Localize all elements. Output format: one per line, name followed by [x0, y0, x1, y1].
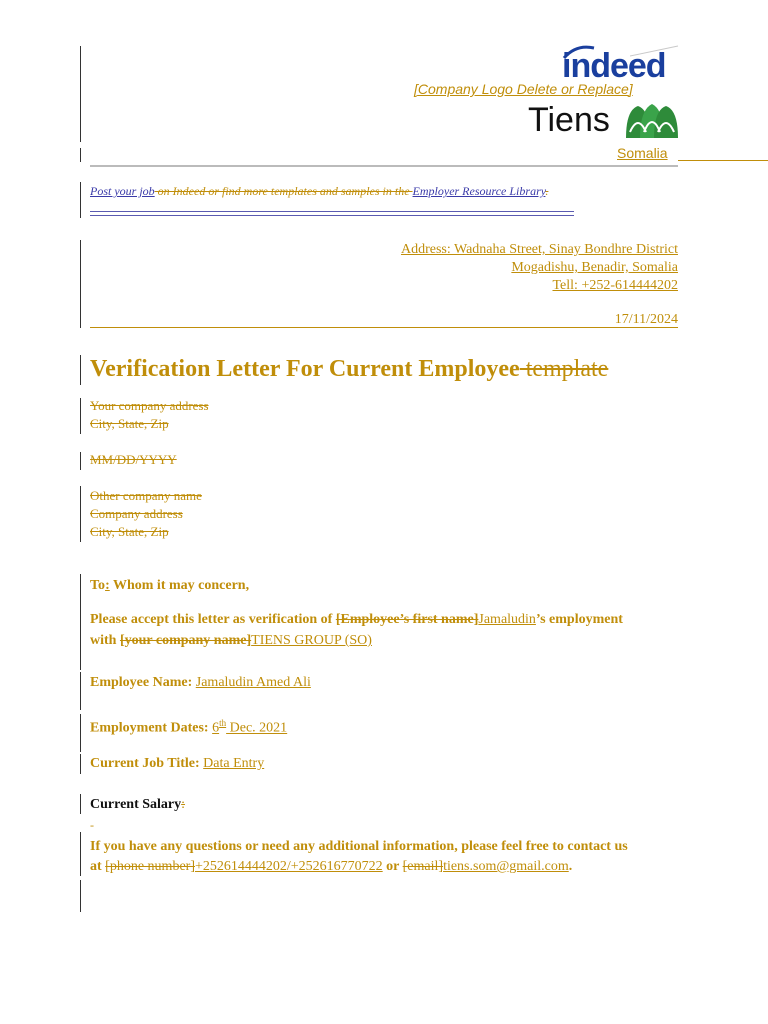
resource-text: on Indeed or find more templates and samples in the: [154, 184, 413, 198]
change-bar: [80, 880, 81, 912]
change-bar: [80, 398, 81, 434]
intro-text: Please accept this letter as verification of: [90, 612, 336, 627]
logo-placeholder: [Company Logo Delete or Replace]: [414, 81, 633, 97]
salutation: [90, 575, 249, 596]
employee-name-value: Jamaludin Amed Ali: [195, 675, 311, 690]
double-underline-bottom: [90, 215, 574, 216]
address-line-2: Mogadishu, Benadir, Somalia: [511, 260, 678, 275]
change-bar: [80, 486, 81, 542]
resource-end: .: [545, 184, 549, 198]
change-bar: [80, 46, 81, 142]
post-job-link[interactable]: Post your job: [90, 184, 155, 198]
resource-library-link[interactable]: Employer Resource Library: [412, 184, 546, 198]
salary-row: [90, 794, 185, 815]
email-placeholder: [email]: [402, 859, 444, 874]
date-placeholder: MM/DD/YYYY: [90, 452, 177, 467]
change-bar: [80, 182, 81, 218]
somalia-underline: [678, 160, 768, 161]
page-title: [90, 356, 608, 383]
recipient-line-3: City, State, Zip: [90, 524, 169, 539]
resource-line: [90, 184, 548, 199]
change-bar: [80, 148, 81, 162]
change-bar: [80, 355, 81, 385]
job-title-value: Data Entry: [203, 756, 265, 771]
change-bar: [80, 794, 81, 814]
first-name-placeholder: [Employee’s first name]: [335, 612, 479, 627]
company-name: TIENS GROUP (SO): [251, 633, 372, 648]
employee-name-row: [90, 672, 311, 693]
change-bar: [80, 574, 81, 670]
recipient-line-2: Company address: [90, 506, 183, 521]
contact-phone: +252614444202/+252616770722: [194, 859, 383, 874]
change-bar: [80, 240, 81, 328]
address-line-1: Address: Wadnaha Street, Sinay Bondhre District: [400, 242, 678, 257]
somalia-label: Somalia: [617, 145, 668, 161]
change-bar: [80, 754, 81, 774]
letter-date: 17/11/2024: [614, 312, 678, 327]
employment-month-year: Dec. 2021: [226, 720, 288, 736]
employee-name-label: Employee Name:: [90, 675, 193, 690]
employment-dates-row: [90, 713, 287, 739]
change-bar: [80, 714, 81, 752]
employment-day-suffix: th: [219, 718, 227, 728]
title-main: Verification Letter For Current Employee: [90, 356, 520, 382]
tiens-leaf-icon: [624, 102, 680, 142]
recipient-line-1: Other company name: [90, 488, 202, 503]
closing-end: .: [568, 859, 573, 874]
contact-email[interactable]: tiens.som@gmail.com: [443, 859, 569, 874]
header-divider: [90, 165, 678, 167]
change-bar: [80, 832, 81, 876]
salutation-label: To: [90, 578, 106, 593]
employee-first-name: Jamaludin: [478, 612, 536, 627]
salutation-colon: :: [105, 578, 110, 593]
company-name-placeholder: [your company name]: [119, 633, 252, 648]
title-removed: template: [519, 356, 609, 382]
address-block: [401, 241, 678, 295]
intro-line-2: [90, 630, 372, 651]
change-bar: [80, 452, 81, 470]
double-underline-top: [90, 211, 574, 212]
intro-line-1: [90, 609, 623, 630]
sender-address-line-2: City, State, Zip: [90, 416, 169, 431]
job-title-row: [90, 753, 264, 774]
sender-address-line-1: Your company address: [90, 398, 209, 413]
date-underline: [90, 327, 678, 328]
salary-removed-colon: :: [181, 797, 186, 812]
salary-label: Current Salary: [90, 797, 182, 812]
inserted-dash: -: [90, 818, 94, 832]
indeed-wordmark: indeed: [562, 47, 666, 85]
logo-placeholder-text: Company Logo Delete or Replace: [417, 81, 629, 97]
indeed-logo: [560, 44, 680, 84]
employment-dates-label: Employment Dates:: [90, 720, 209, 736]
salutation-text: Whom it may concern,: [109, 578, 250, 593]
phone-placeholder: [phone number]: [105, 859, 195, 874]
intro-text-3: with: [90, 633, 120, 648]
closing-at: at: [90, 859, 106, 874]
tiens-wordmark: Tiens: [528, 101, 610, 139]
closing-line-1: If you have any questions or need any additional information, please feel free to contact us: [90, 839, 628, 854]
job-title-label: Current Job Title:: [90, 756, 200, 771]
closing-or: or: [382, 859, 403, 874]
closing-line-2: [90, 856, 572, 877]
change-bar: [80, 672, 81, 710]
intro-text-2: ’s employment: [535, 612, 623, 627]
address-line-3: Tell: +252-614444202: [552, 278, 678, 293]
employment-day: 6: [212, 720, 220, 736]
